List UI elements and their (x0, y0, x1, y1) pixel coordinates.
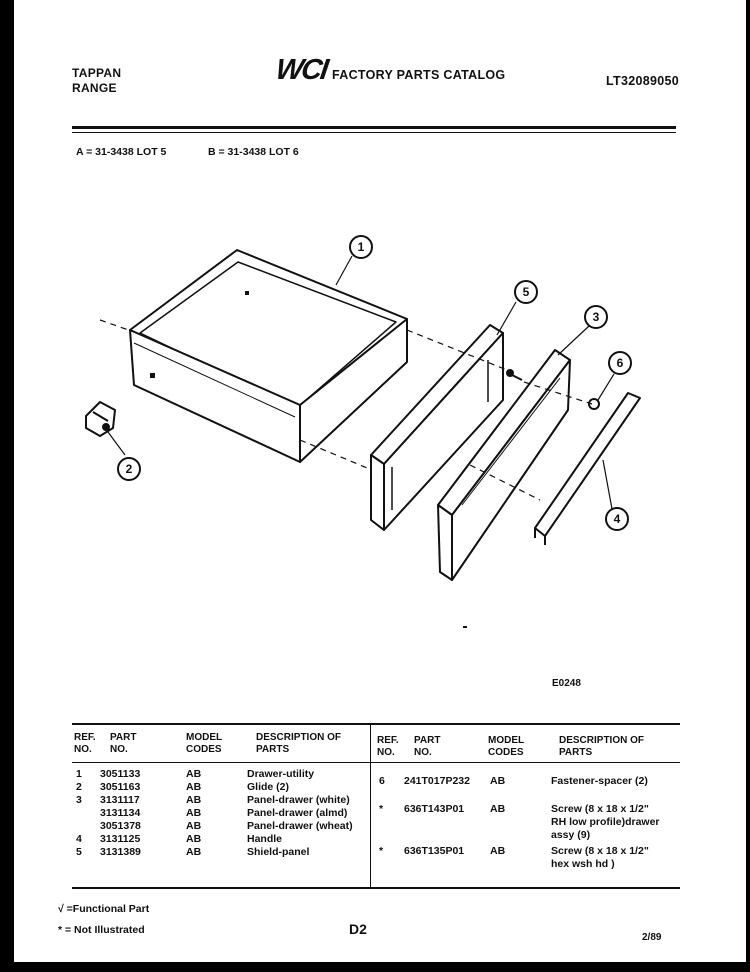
row-desc: Glide (2) (247, 781, 290, 793)
callout-2-label: 2 (125, 462, 133, 476)
row-part: 3051133 (100, 768, 141, 780)
row-ref: 4 (76, 833, 82, 845)
callout-1-label: 1 (357, 240, 365, 254)
callout-5-label: 5 (522, 285, 530, 299)
speck-mark (463, 626, 467, 628)
row-model: AB (186, 833, 202, 845)
page-code: D2 (349, 921, 367, 937)
row-model: AB (490, 775, 506, 787)
table-header-rule (72, 762, 680, 763)
catalog-page (14, 0, 746, 962)
left-header-part: PART NO. (110, 732, 137, 755)
lot-a-label: A = 31-3438 LOT 5 (76, 146, 167, 158)
row-desc: Fastener-spacer (2) (551, 775, 648, 787)
row-ref: * (379, 803, 384, 815)
left-header-desc: DESCRIPTION OF PARTS (256, 732, 342, 755)
row-desc: Panel-drawer (almd) (247, 807, 348, 819)
row-desc-line-2: hex wsh hd ) (551, 858, 615, 870)
row-part: 3131125 (100, 833, 141, 845)
drawer-utility-part (130, 250, 407, 462)
row-model: AB (186, 820, 202, 832)
functional-part-note: √ =Functional Part (58, 903, 150, 915)
row-model: AB (490, 845, 506, 857)
row-model: AB (186, 768, 202, 780)
row-part: 636T135P01 (404, 845, 465, 857)
wci-logo: WCI (273, 54, 329, 86)
callout-3-label: 3 (592, 310, 600, 324)
row-desc: Screw (8 x 18 x 1/2" (551, 803, 649, 815)
table-top-rule (72, 723, 680, 725)
row-desc: Panel-drawer (wheat) (247, 820, 353, 832)
figure-code: E0248 (552, 678, 581, 689)
right-header-ref: REF. NO. (377, 735, 399, 758)
row-ref: 5 (76, 846, 82, 858)
row-ref: 3 (76, 794, 82, 806)
table-divider (370, 725, 371, 889)
row-model: AB (186, 781, 202, 793)
catalog-title: FACTORY PARTS CATALOG (332, 68, 506, 82)
row-model: AB (186, 794, 202, 806)
row-desc: Panel-drawer (white) (247, 794, 350, 806)
row-ref: 6 (379, 775, 385, 787)
right-header-model: MODEL CODES (488, 735, 524, 758)
row-ref: 1 (76, 768, 82, 780)
lot-b-label: B = 31-3438 LOT 6 (208, 146, 299, 158)
glide-part (86, 402, 115, 436)
table-bottom-rule (72, 887, 680, 889)
brand-line-1: TAPPAN (72, 66, 122, 80)
left-header-model: MODEL CODES (186, 732, 222, 755)
row-part: 3051378 (100, 820, 141, 832)
date-code: 2/89 (642, 932, 662, 943)
row-desc: Screw (8 x 18 x 1/2" (551, 845, 649, 857)
row-desc: Handle (247, 833, 283, 845)
row-part: 3131134 (100, 807, 141, 819)
row-part: 3131117 (100, 794, 140, 806)
row-part: 3131389 (100, 846, 141, 858)
row-desc: Drawer-utility (247, 768, 315, 780)
brand-line-2: RANGE (72, 81, 117, 95)
not-illustrated-note: * = Not Illustrated (58, 924, 145, 936)
row-ref: * (379, 845, 384, 857)
callout-6-label: 6 (616, 356, 624, 370)
right-header-desc: DESCRIPTION OF PARTS (559, 735, 645, 758)
row-ref: 2 (76, 781, 82, 793)
row-part: 636T143P01 (404, 803, 465, 815)
left-header-ref: REF. NO. (74, 732, 96, 755)
row-desc-line-2: RH low profile)drawer (551, 816, 660, 828)
model-number: LT32089050 (606, 74, 679, 88)
exploded-drawer-diagram (14, 0, 746, 700)
row-part: 241T017P232 (404, 775, 470, 787)
right-header-part: PART NO. (414, 735, 441, 758)
row-model: AB (186, 807, 202, 819)
callout-4-label: 4 (613, 512, 621, 526)
row-model: AB (186, 846, 202, 858)
row-model: AB (490, 803, 506, 815)
row-desc: Shield-panel (247, 846, 310, 858)
row-desc-line-3: assy (9) (551, 829, 591, 841)
row-part: 3051163 (100, 781, 141, 793)
